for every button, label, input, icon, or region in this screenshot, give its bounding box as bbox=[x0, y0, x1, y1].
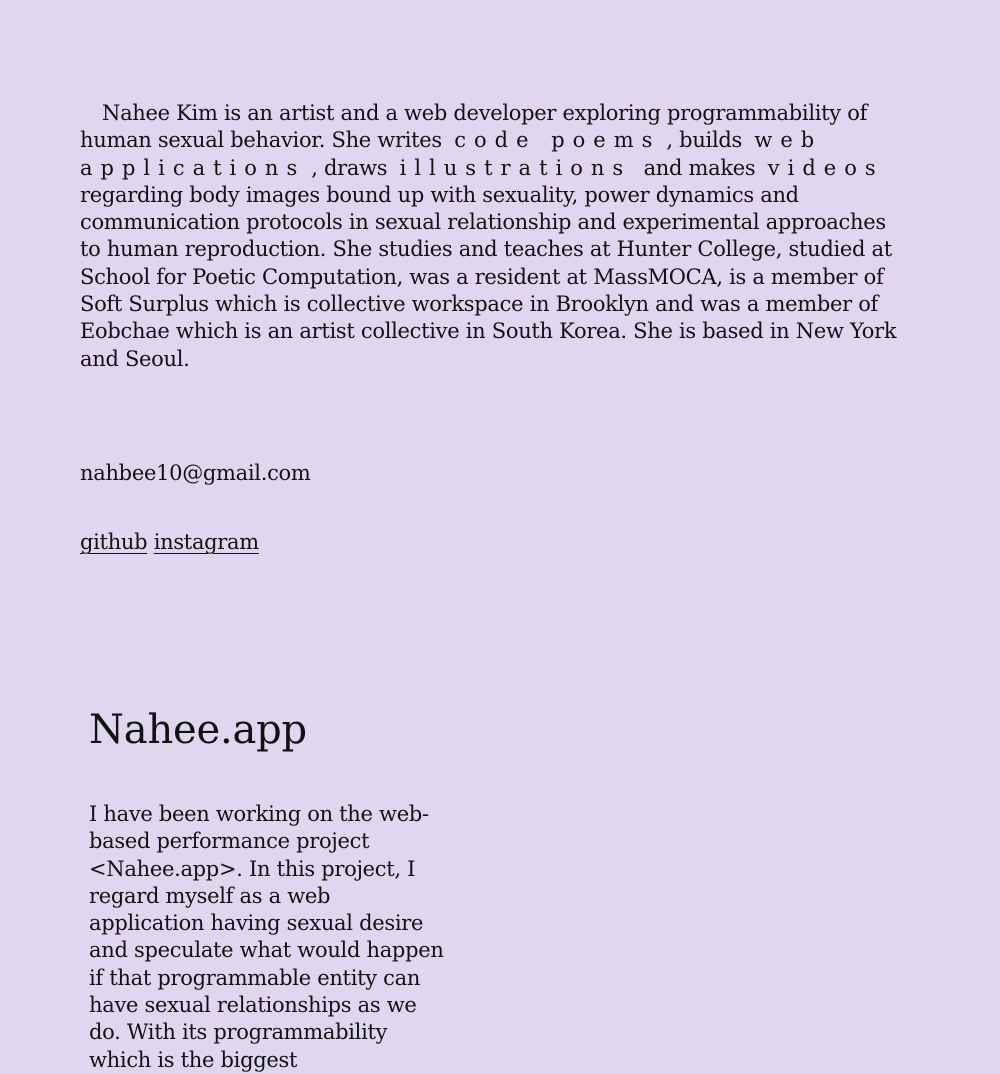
illustrations-link[interactable]: illustrations bbox=[399, 155, 632, 180]
contact-email[interactable]: nahbee10@gmail.com bbox=[80, 461, 311, 485]
bio-text-4: and makes bbox=[637, 155, 762, 180]
bio-text-2: , builds bbox=[666, 128, 749, 153]
code-poems-link[interactable]: code poems bbox=[454, 128, 661, 153]
github-link[interactable]: github bbox=[80, 530, 148, 554]
bio-text-1: Nahee Kim is an artist and a web developer exploring programmability of human sexual behavior. She writes bbox=[80, 101, 868, 153]
videos-link[interactable]: videos bbox=[767, 155, 884, 180]
instagram-link[interactable]: instagram bbox=[153, 530, 259, 554]
web-applications-link[interactable]: web applications bbox=[80, 128, 823, 180]
project-description: I have been working on the web-based performance project <Nahee.app>. In this project, I regard myself as a web application having sexual desire and speculate what would happen if that programmable entity can have sexual relationships as we do. With its programmability which is the biggest bbox=[89, 802, 444, 1072]
social-links bbox=[80, 528, 259, 556]
project-title: Nahee.app bbox=[89, 707, 307, 753]
bio-text-3: , draws bbox=[311, 155, 394, 180]
bio-text-5: regarding body images bound up with sexuality, power dynamics and communication protocols in sexual relationship and experimental approaches to human reproduction. She studies and teaches at Hunter College, studied at School for Poetic Computation, was a resident at MassMOCA, is a member of Soft Surplus which is collective workspace in Brooklyn and was a member of Eobchae which is an artist collective in South Korea. She is based in New York and Seoul. bbox=[80, 182, 897, 371]
artist-bio bbox=[80, 100, 910, 373]
